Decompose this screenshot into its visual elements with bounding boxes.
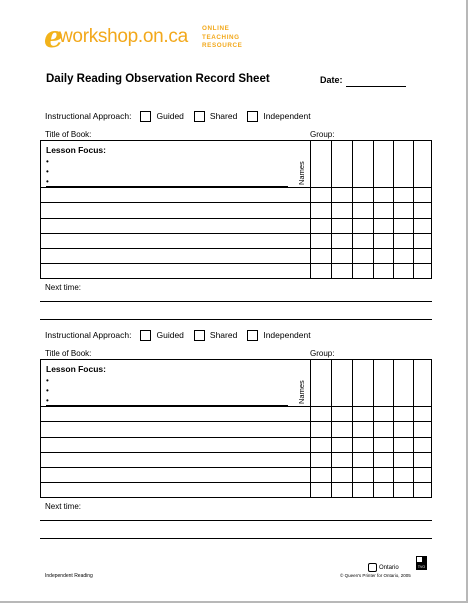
ontario-text: Ontario (379, 564, 399, 571)
observation-section-1 (0, 108, 470, 323)
independent-checkbox[interactable] (247, 111, 258, 122)
grid-col-line (373, 141, 374, 278)
shared-label: Shared (209, 330, 238, 340)
guided-checkbox[interactable] (140, 111, 151, 122)
date-field-line[interactable] (346, 86, 406, 87)
lesson-focus-box[interactable] (41, 360, 311, 407)
option-independent[interactable] (247, 111, 310, 122)
group-label: Group: (310, 130, 335, 139)
bullet-1: • (46, 376, 49, 385)
grid-row-line (41, 233, 431, 234)
option-guided[interactable] (140, 330, 183, 341)
next-time-line-2[interactable] (40, 538, 432, 539)
option-shared[interactable] (194, 330, 237, 341)
observation-grid (40, 140, 432, 279)
independent-label: Independent (263, 330, 311, 340)
lesson-focus-title: Lesson Focus: (46, 145, 106, 155)
bullet-2: • (46, 167, 49, 176)
ontario-logo (368, 563, 399, 572)
grid-row-line (41, 421, 431, 422)
option-independent[interactable] (247, 330, 310, 341)
next-time-line-1[interactable] (40, 520, 432, 521)
lesson-focus-title: Lesson Focus: (46, 364, 106, 374)
bullet-3: • (46, 396, 49, 405)
option-guided[interactable] (140, 111, 183, 122)
grid-col-line (331, 360, 332, 497)
document-title: Daily Reading Observation Record Sheet (46, 73, 270, 85)
independent-label: Independent (263, 111, 311, 121)
approach-label: Instructional Approach: (45, 111, 132, 121)
bullet-2: • (46, 386, 49, 395)
bullet-3: • (46, 177, 49, 186)
eworkshop-logo[interactable] (44, 22, 264, 62)
trillium-icon (368, 563, 377, 572)
grid-row-line (41, 248, 431, 249)
grid-row-line (41, 452, 431, 453)
tagline-line-1: ONLINE (202, 25, 230, 32)
grid-col-line (352, 141, 353, 278)
instructional-approach-row (45, 108, 321, 124)
title-of-book-label: Title of Book: (45, 130, 92, 139)
grid-col-line (413, 360, 414, 497)
group-label: Group: (310, 349, 335, 358)
lesson-focus-box[interactable] (41, 141, 311, 188)
grid-col-line (413, 141, 414, 278)
grid-row-line (41, 482, 431, 483)
grid-row-line (41, 437, 431, 438)
independent-checkbox[interactable] (247, 330, 258, 341)
shared-checkbox[interactable] (194, 111, 205, 122)
grid-col-line (331, 141, 332, 278)
next-time-line-1[interactable] (40, 301, 432, 302)
guided-checkbox[interactable] (140, 330, 151, 341)
grid-col-line (310, 141, 311, 278)
grid-row-line (41, 406, 431, 407)
grid-row-line (41, 202, 431, 203)
grid-row-line (41, 187, 431, 188)
grid-col-line (393, 141, 394, 278)
logo-tagline (202, 25, 262, 51)
logo-e: e (44, 20, 64, 55)
grid-row-line (41, 218, 431, 219)
tvo-logo-icon (416, 556, 427, 570)
next-time-label: Next time: (45, 283, 82, 292)
names-label: Names (297, 161, 306, 185)
next-time-label: Next time: (45, 502, 82, 511)
tagline-line-3: RESOURCE (202, 42, 243, 49)
bullet-1: • (46, 157, 49, 166)
grid-col-line (352, 360, 353, 497)
date-label: Date: (320, 75, 343, 85)
observation-section-2 (0, 327, 470, 542)
approach-label: Instructional Approach: (45, 330, 132, 340)
grid-row-line (41, 467, 431, 468)
shared-checkbox[interactable] (194, 330, 205, 341)
instructional-approach-row (45, 327, 321, 343)
guided-label: Guided (156, 330, 184, 340)
grid-col-line (310, 360, 311, 497)
tvo-text: TVO (417, 565, 426, 569)
footer-copyright: © Queen's Printer for Ontario, 2005 (340, 573, 411, 578)
next-time-line-2[interactable] (40, 319, 432, 320)
option-shared[interactable] (194, 111, 237, 122)
logo-text: workshop.on.ca (59, 26, 188, 47)
grid-col-line (393, 360, 394, 497)
names-label: Names (297, 380, 306, 404)
guided-label: Guided (156, 111, 184, 121)
grid-col-line (373, 360, 374, 497)
footer-subject: Independent Reading (45, 573, 93, 579)
title-of-book-label: Title of Book: (45, 349, 92, 358)
shared-label: Shared (209, 111, 238, 121)
grid-row-line (41, 263, 431, 264)
observation-grid (40, 359, 432, 498)
tagline-line-2: TEACHING (202, 33, 240, 41)
